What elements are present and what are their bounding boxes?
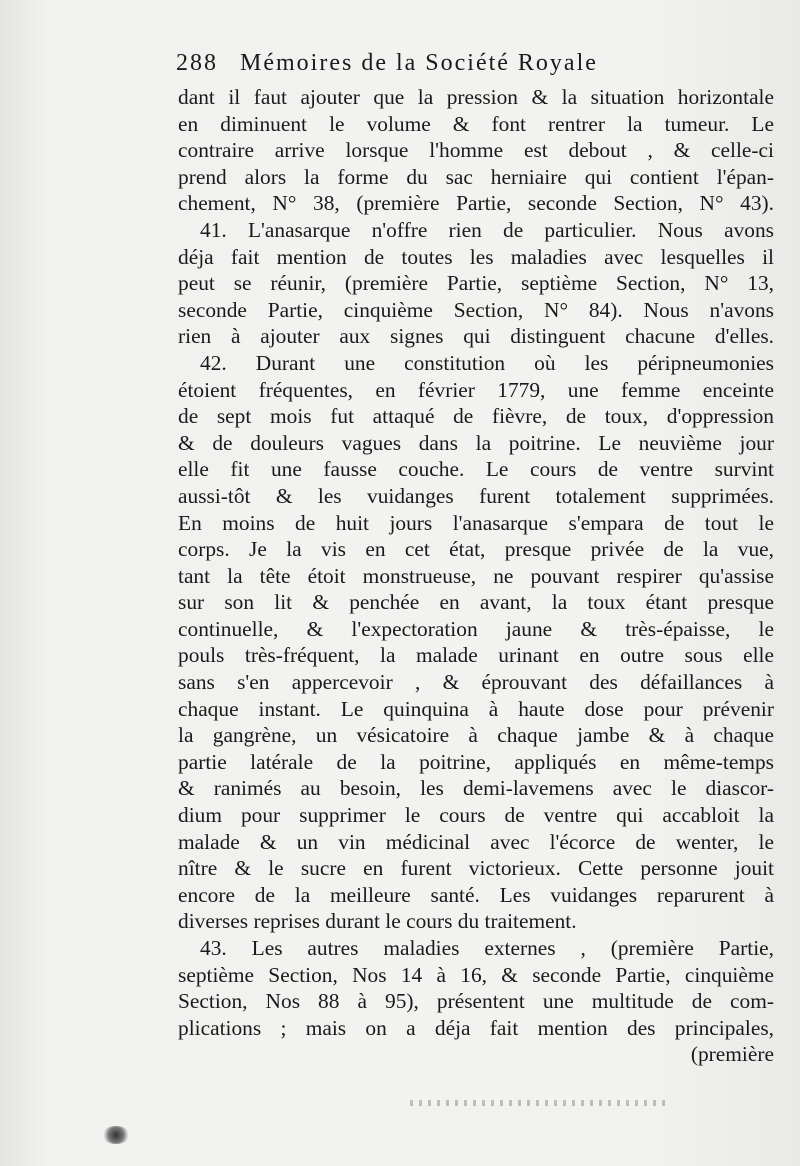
text-line: & ranimés au besoin, les demi-lavemens avec le diascor- — [178, 776, 774, 801]
text-line: en diminuent le volume & font rentrer la tumeur. Le — [178, 111, 774, 136]
text-line: encore de la meilleure santé. Les vuidanges reparurent à — [178, 882, 774, 907]
text-line: prend alors la forme du sac herniaire qui contient l'épan- — [178, 164, 774, 189]
catchword: (première — [690, 1042, 774, 1067]
text-line: peut se réunir, (première Partie, septième Section, N° 13, — [178, 271, 774, 296]
text-line: plications ; mais on a déja fait mention des principales, — [178, 1015, 774, 1040]
text-line: dant il faut ajouter que la pression & la situation horizontale — [178, 85, 774, 109]
text-line: la gangrène, un vésicatoire à chaque jambe & à chaque — [178, 723, 774, 748]
text-line: tant la tête étoit monstrueuse, ne pouvant respirer qu'assise — [178, 563, 774, 588]
text-line: partie latérale de la poitrine, appliqués en même-temps — [178, 749, 774, 774]
text-line: continuelle, & l'expectoration jaune & très-épaisse, le — [178, 616, 774, 641]
running-title: Mémoires de la Société Royale — [240, 50, 598, 76]
text-line: aussi-tôt & les vuidanges furent totalement supprimées. — [178, 483, 774, 508]
text-line: diverses reprises durant le cours du traitement. — [178, 909, 577, 934]
paragraph-43-start: 43. Les autres maladies externes , (première Partie, — [200, 936, 774, 960]
running-header — [176, 50, 736, 84]
text-line: corps. Je la vis en cet état, presque privée de la vue, — [178, 537, 774, 562]
text-line: sans s'en appercevoir , & éprouvant des défaillances à — [178, 670, 774, 695]
text-line: étoient fréquentes, en février 1779, une femme enceinte — [178, 377, 774, 402]
text-line: sur son lit & penchée en avant, la toux étant presque — [178, 590, 774, 615]
text-line: nître & le sucre en furent victorieux. Cette personne jouit — [178, 856, 774, 881]
text-line: & de douleurs vagues dans la poitrine. Le neuvième jour — [178, 430, 774, 455]
text-line: rien à ajouter aux signes qui distinguent chacune d'elles. — [178, 324, 774, 349]
text-line: En moins de huit jours l'anasarque s'empara de tout le — [178, 510, 774, 535]
text-line: pouls très-fréquent, la malade urinant en outre sous elle — [178, 643, 774, 668]
text-line: de sept mois fut attaqué de fièvre, de toux, d'oppression — [178, 404, 774, 429]
text-line: dium pour supprimer le cours de ventre qui accabloit la — [178, 803, 774, 828]
paragraph-41-start: 41. L'anasarque n'offre rien de particulier. Nous avons — [200, 217, 774, 242]
text-line: contraire arrive lorsque l'homme est debout , & celle-ci — [178, 138, 774, 163]
text-line: malade & un vin médicinal avec l'écorce de wenter, le — [178, 829, 774, 854]
text-line: elle fit une fausse couche. Le cours de ventre survint — [178, 457, 774, 482]
text-line: Section, Nos 88 à 95), présentent une multitude de com- — [178, 989, 774, 1014]
text-line: chaque instant. Le quinquina à haute dose pour prévenir — [178, 696, 774, 721]
body-text — [178, 84, 774, 1068]
ink-smudge — [102, 1126, 130, 1144]
text-line: seconde Partie, cinquième Section, N° 84). Nous n'avons — [178, 297, 774, 322]
text-line: déja fait mention de toutes les maladies avec lesquelles il — [178, 244, 774, 269]
text-line: chement, N° 38, (première Partie, seconde Section, N° 43). — [178, 191, 774, 216]
page-number: 288 — [176, 50, 218, 76]
print-artifact — [410, 1100, 670, 1106]
text-line: septième Section, Nos 14 à 16, & seconde Partie, cinquième — [178, 962, 774, 987]
paragraph-42-start: 42. Durant une constitution où les péripneumonies — [200, 350, 774, 375]
